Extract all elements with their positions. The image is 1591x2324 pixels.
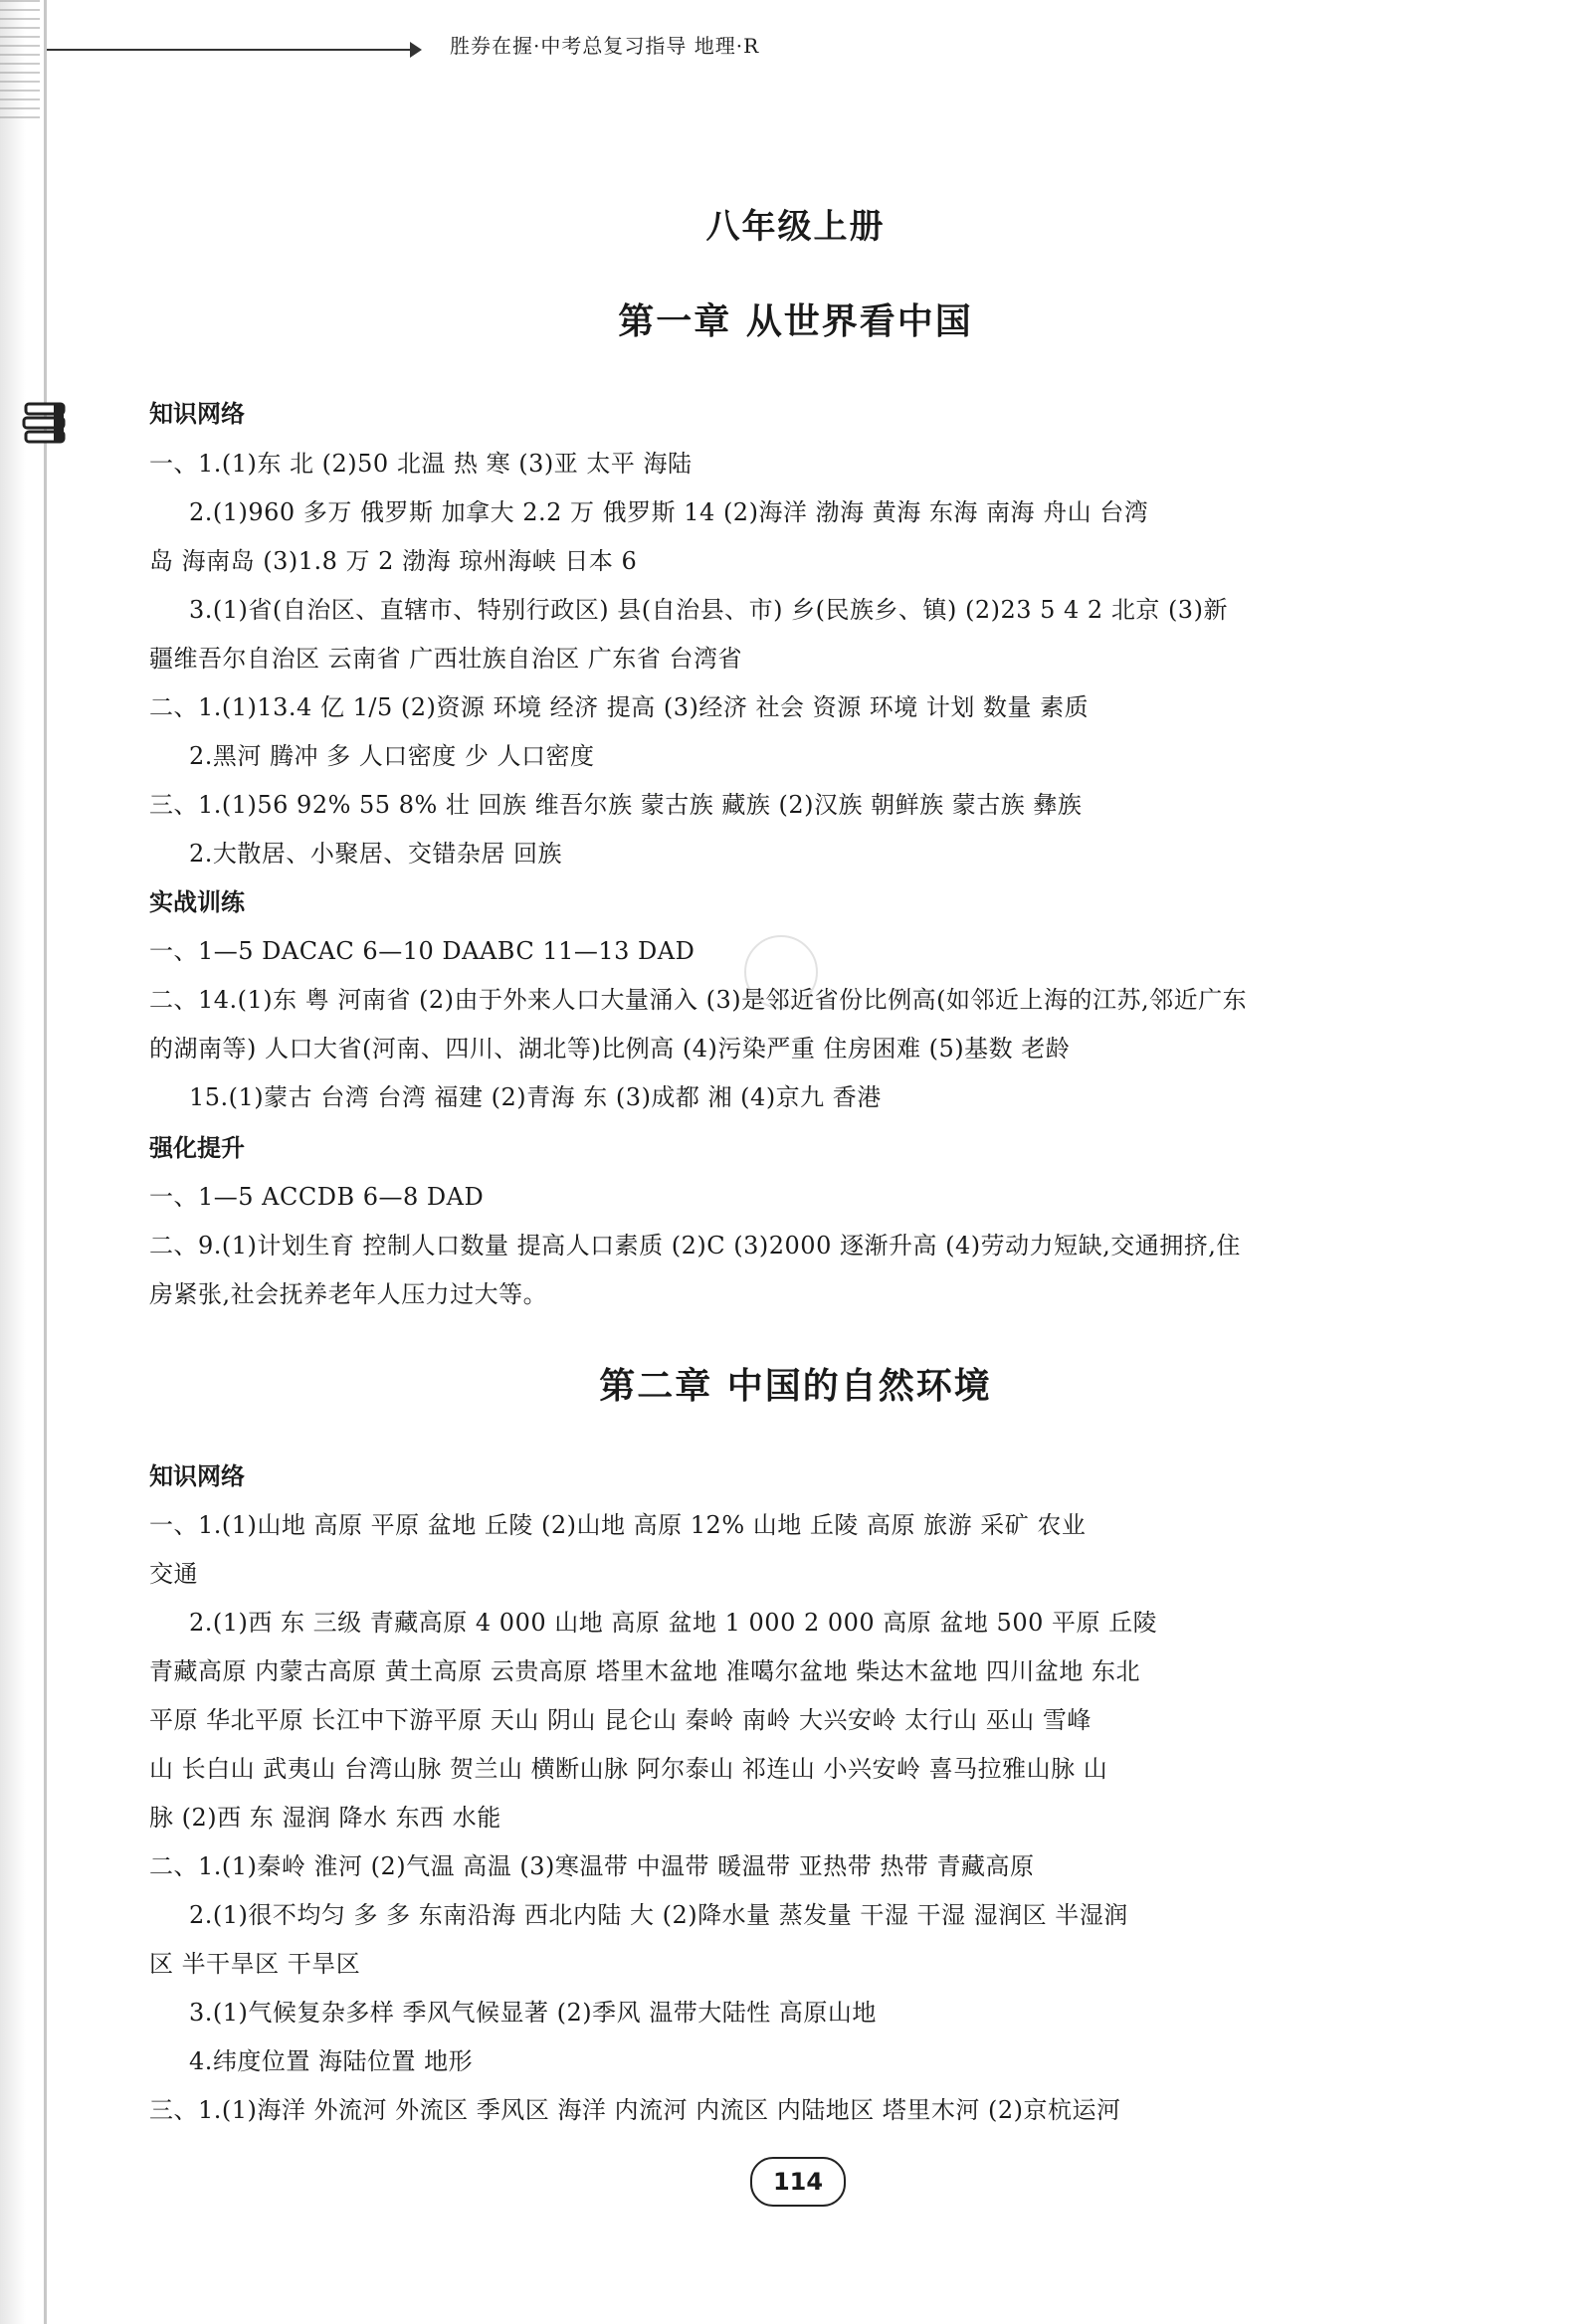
chapter1-strengthen-label: 强化提升 bbox=[149, 1134, 245, 1162]
answer-line: 山 长白山 武夷山 台湾山脉 贺兰山 横断山脉 阿尔泰山 祁连山 小兴安岭 喜马拉雅山脉 山 bbox=[149, 1755, 1108, 1783]
header-rule bbox=[47, 49, 415, 51]
answer-line: 一、1—5 ACCDB 6—8 DAD bbox=[149, 1183, 485, 1211]
answer-line: 二、14.(1)东 粤 河南省 (2)由于外来人口大量涌入 (3)是邻近省份比例高(如邻近上海的江苏,邻近广东 bbox=[149, 986, 1248, 1014]
answer-line: 一、1.(1)东 北 (2)50 北温 热 寒 (3)亚 太平 海陆 bbox=[149, 450, 693, 478]
header-title: 胜券在握·中考总复习指导 地理·R bbox=[450, 34, 760, 58]
answer-line: 2.(1)960 多万 俄罗斯 加拿大 2.2 万 俄罗斯 14 (2)海洋 渤海 黄海 东海 南海 舟山 台湾 bbox=[189, 498, 1149, 526]
answer-line: 岛 海南岛 (3)1.8 万 2 渤海 琼州海峡 日本 6 bbox=[149, 547, 638, 575]
header-arrow-icon bbox=[410, 42, 422, 58]
answer-line: 三、1.(1)海洋 外流河 外流区 季风区 海洋 内流河 内流区 内陆地区 塔里木河 (2)京杭运河 bbox=[149, 2096, 1121, 2124]
binding-shadow bbox=[0, 0, 26, 2324]
answer-line: 3.(1)气候复杂多样 季风气候显著 (2)季风 温带大陆性 高原山地 bbox=[189, 1999, 877, 2027]
answer-line: 3.(1)省(自治区、直辖市、特别行政区) 县(自治县、市) 乡(民族乡、镇) (2)23 5 4 2 北京 (3)新 bbox=[189, 596, 1228, 624]
answer-line: 平原 华北平原 长江中下游平原 天山 阴山 昆仑山 秦岭 南岭 大兴安岭 太行山 巫山 雪峰 bbox=[149, 1706, 1092, 1734]
answer-line: 一、1.(1)山地 高原 平原 盆地 丘陵 (2)山地 高原 12% 山地 丘陵 高原 旅游 采矿 农业 bbox=[149, 1511, 1087, 1539]
answer-line: 2.黑河 腾冲 多 人口密度 少 人口密度 bbox=[189, 742, 595, 770]
chapter2-knowledge-label: 知识网络 bbox=[149, 1462, 245, 1490]
answer-line: 三、1.(1)56 92% 55 8% 壮 回族 维吾尔族 蒙古族 藏族 (2)汉族 朝鲜族 蒙古族 彝族 bbox=[149, 791, 1083, 819]
chapter2-title: 第二章 中国的自然环境 bbox=[599, 1365, 992, 1407]
book-stack-icon bbox=[20, 398, 72, 450]
answer-line: 二、1.(1)13.4 亿 1/5 (2)资源 环境 经济 提高 (3)经济 社会 资源 环境 计划 数量 素质 bbox=[149, 693, 1090, 721]
chapter1-title: 第一章 从世界看中国 bbox=[618, 300, 973, 342]
answer-line: 二、9.(1)计划生育 控制人口数量 提高人口素质 (2)C (3)2000 逐渐升高 (4)劳动力短缺,交通拥挤,住 bbox=[149, 1232, 1241, 1259]
answer-line: 青藏高原 内蒙古高原 黄土高原 云贵高原 塔里木盆地 准噶尔盆地 柴达木盆地 四川盆地 东北 bbox=[149, 1657, 1141, 1685]
answer-line: 的湖南等) 人口大省(河南、四川、湖北等)比例高 (4)污染严重 住房困难 (5)基数 老龄 bbox=[149, 1035, 1071, 1063]
chapter1-practice-label: 实战训练 bbox=[149, 888, 245, 916]
answer-line: 脉 (2)西 东 湿润 降水 东西 水能 bbox=[149, 1804, 501, 1832]
page-number: 114 bbox=[750, 2157, 846, 2207]
answer-line: 交通 bbox=[149, 1560, 198, 1588]
binding-ticks bbox=[0, 0, 40, 119]
binding-line bbox=[44, 0, 47, 2324]
grade-title: 八年级上册 bbox=[705, 207, 886, 247]
answer-line: 2.(1)西 东 三级 青藏高原 4 000 山地 高原 盆地 1 000 2 000 高原 盆地 500 平原 丘陵 bbox=[189, 1609, 1158, 1637]
answer-line: 房紧张,社会抚养老年人压力过大等。 bbox=[149, 1280, 548, 1308]
chapter1-knowledge-label: 知识网络 bbox=[149, 400, 245, 428]
answer-line: 二、1.(1)秦岭 淮河 (2)气温 高温 (3)寒温带 中温带 暖温带 亚热带 热带 青藏高原 bbox=[149, 1852, 1035, 1880]
answer-line: 2.(1)很不均匀 多 多 东南沿海 西北内陆 大 (2)降水量 蒸发量 干湿 干湿 湿润区 半湿润 bbox=[189, 1901, 1128, 1929]
answer-line: 15.(1)蒙古 台湾 台湾 福建 (2)青海 东 (3)成都 湘 (4)京九 香港 bbox=[189, 1083, 882, 1111]
answer-line: 区 半干旱区 干旱区 bbox=[149, 1950, 361, 1978]
answer-line: 一、1—5 DACAC 6—10 DAABC 11—13 DAD bbox=[149, 937, 696, 965]
answer-line: 2.大散居、小聚居、交错杂居 回族 bbox=[189, 840, 563, 868]
answer-line: 疆维吾尔自治区 云南省 广西壮族自治区 广东省 台湾省 bbox=[149, 645, 743, 673]
answer-line: 4.纬度位置 海陆位置 地形 bbox=[189, 2047, 474, 2075]
